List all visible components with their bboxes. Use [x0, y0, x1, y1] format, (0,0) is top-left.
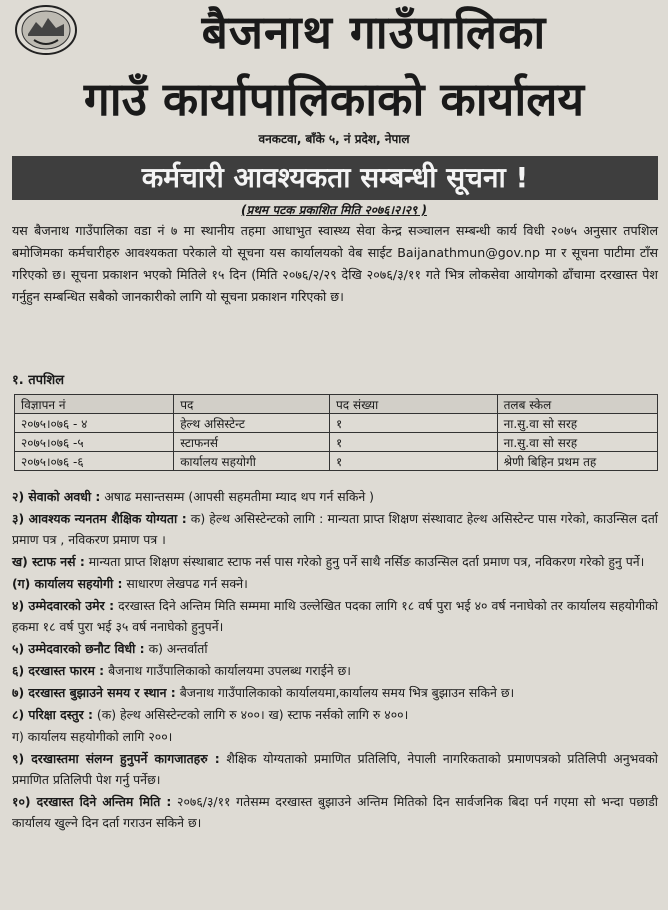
clause-text: साधारण लेखपढ गर्न सक्ने।	[122, 576, 248, 591]
clause-text: अषाढ मसान्तसम्म (आपसी सहमतीमा म्याद थप गर्न सकिने )	[100, 489, 375, 504]
clause-selection	[12, 638, 658, 659]
clause-service-period	[12, 486, 658, 507]
published-date-text: (प्रथम पटक प्रकाशित मिति २०७६।२।२९ )	[241, 203, 427, 217]
clause-deadline	[12, 791, 658, 833]
clause-label: ४) उम्मेदवारको उमेर :	[12, 598, 115, 613]
cell-post-count: १	[329, 452, 497, 471]
table-row	[15, 433, 658, 452]
cell-ad-number: २०७५।०७६ -५	[15, 433, 174, 452]
intro-paragraph: यस बैजनाथ गाउँपालिका वडा नं ७ मा स्थानीय तहमा आधाभुत स्वास्थ्य सेवा केन्द्र सञ्चालन सम्बन्धी कार्य विधी २०७५ अनुसार तपशिल बमोजिमका कर्मचारीहरु आवश्यकता परेकाले यो सूचना यस कार्यालयको वेब साईट Baijanathmun@gov.np मा र सूचना पाटीमा टाँस गरिएको छ। सूचना प्रकाशन भएको मितिले १५ दिन (मिति २०७६/२/२९ देखि २०७६/३/११ गते भित्र लोकसेवा आयोगको ढाँचामा दरखास्त पेश गर्नुहुन सम्बन्धित सबैको जानकारीको लागि यो सूचना प्रकाशन गरिएको छ।	[12, 223, 658, 304]
clause-text: (क) हेल्थ असिस्टेन्टको लागि रु ४००। ख) स्टाफ नर्सको लागि रु ४००।	[92, 707, 409, 722]
clause-fee	[12, 704, 658, 725]
table-row	[15, 414, 658, 433]
cell-ad-number: २०७५।०७६ -६	[15, 452, 174, 471]
cell-post: स्टाफनर्स	[174, 433, 330, 452]
table-row	[15, 452, 658, 471]
clause-text: क) हेल्थ असिस्टेन्टको लागि : मान्यता प्राप्त शिक्षण संस्थावाट हेल्थ असिस्टेन्ट पास गरेको, काउन्सिल दर्ता प्रमाण पत्र , नविकरण प्रमाण पत्र ।	[12, 511, 658, 547]
clause-text: बैजनाथ गाउँपालिकाको कार्यालयमा,कार्यालय समय भित्र बुझाउन सकिने छ।	[175, 685, 515, 700]
clause-text: मान्यता प्राप्त शिक्षण संस्थाबाट स्टाफ नर्स पास गरेको हुनु पर्ने साथै नर्सिङ काउन्सिल दर्ता प्रमाण पत्र, नविकरण गरेको हुनु पर्ने।	[84, 554, 645, 569]
clause-staff-nurse	[12, 551, 658, 572]
cell-ad-number: २०७५।०७६ - ४	[15, 414, 174, 433]
municipality-name: बैजनाथ गाउँपालिका	[201, 5, 547, 59]
header-post-count: पद संख्या	[329, 395, 497, 414]
cell-post-count: १	[329, 433, 497, 452]
cell-post-count: १	[329, 414, 497, 433]
clause-label: ६) दरखास्त फारम :	[12, 663, 105, 678]
clause-submission	[12, 682, 658, 703]
clause-text: २०७६/३/११ गतेसम्म दरखास्त बुझाउने अन्तिम मितिको दिन सार्वजनिक बिदा पर्न गएमा सो भन्दा पछाडी कार्यालय खुल्ने दिन दर्ता गराउन सकिने छ।	[12, 794, 659, 830]
clause-text: शैक्षिक योग्यताको प्रमाणित प्रतिलिपि, नेपाली नागरिकताको प्रमाणपत्रको प्रतिलिपी अनुभवको प्रमाणित प्रतिलिपी पेश गर्नु पर्नेछ।	[12, 751, 658, 787]
clause-text: दरखास्त दिने अन्तिम मिति सम्ममा माथि उल्लेखित पदका लागि १८ वर्ष पुरा भई ४० वर्ष ननाघेको तर कार्यालय सहयोगीको हकमा १८ वर्ष पुरा भई ३५ वर्ष ननाघेको हुनुपर्ने।	[12, 598, 658, 634]
clause-label: ९) दरखास्तमा संलग्न हुनुपर्ने कागजातहरु :	[12, 751, 220, 766]
clause-label: ख) स्टाफ नर्स :	[12, 554, 85, 569]
clause-documents	[12, 748, 658, 790]
office-name: गाउँ कार्यापालिकाको कार्यालय	[83, 72, 585, 126]
clause-qualification	[12, 508, 658, 550]
clause-label: ३) आवश्यक न्यनतम शैक्षिक योग्यता :	[12, 511, 187, 526]
clause-label: ८) परिक्षा दस्तुर :	[12, 707, 93, 722]
notice-clauses	[12, 486, 658, 834]
details-section-title: १. तपशिल	[12, 373, 65, 388]
clause-fee-assistant	[12, 726, 658, 747]
cell-salary-scale: श्रेणी बिहिन प्रथम तह	[497, 452, 657, 471]
clause-form	[12, 660, 658, 681]
office-address: वनकटवा, बाँके ५, नं प्रदेश, नेपाल	[258, 132, 410, 146]
header-ad-number: विज्ञापन नं	[15, 395, 174, 414]
cell-salary-scale: ना.सु.वा सो सरह	[497, 414, 657, 433]
clause-label: २) सेवाको अवधी :	[12, 489, 101, 504]
clause-label: ७) दरखास्त बुझाउने समय र स्थान :	[12, 685, 176, 700]
nepal-emblem-icon	[14, 4, 78, 56]
header-salary-scale: तलब स्केल	[497, 395, 657, 414]
clause-label: १०) दरखास्त दिने अन्तिम मिति :	[12, 794, 172, 809]
clause-age	[12, 595, 658, 637]
table-header-row	[15, 395, 658, 414]
clause-label: ५) उम्मेदवारको छनौट विधी :	[12, 641, 145, 656]
clause-text: बैजनाथ गाउँपालिकाको कार्यालयमा उपलब्ध गराईने छ।	[104, 663, 351, 678]
clause-office-assistant	[12, 573, 658, 594]
clause-text: क) अन्तर्वार्ता	[144, 641, 208, 656]
header-post: पद	[174, 395, 330, 414]
cell-post: हेल्थ असिस्टेन्ट	[174, 414, 330, 433]
cell-post: कार्यालय सहयोगी	[174, 452, 330, 471]
cell-salary-scale: ना.सु.वा सो सरह	[497, 433, 657, 452]
published-date-note	[0, 201, 668, 221]
clause-text: ग) कार्यालय सहयोगीको लागि २००।	[12, 729, 173, 744]
vacancy-table	[14, 394, 658, 471]
notice-banner: कर्मचारी आवश्यकता सम्बन्धी सूचना !	[12, 156, 658, 200]
clause-label: (ग) कार्यालय सहयोगी :	[12, 576, 123, 591]
